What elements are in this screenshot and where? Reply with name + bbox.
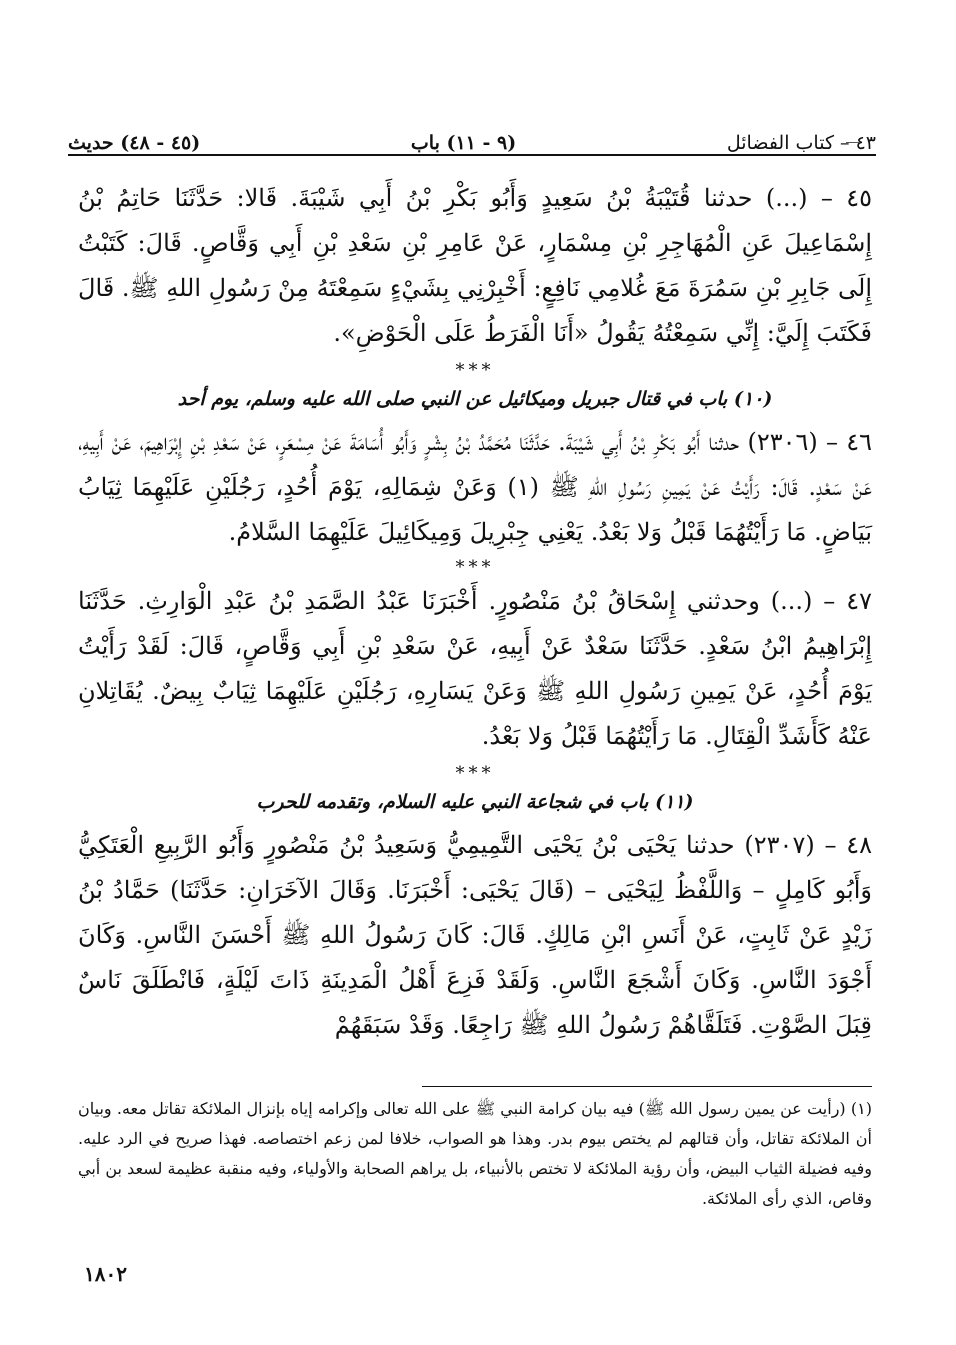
footnote: (١) (رأيت عن يمين رسول الله ﷺ) فيه بيان كرامة النبي ﷺ على الله تعالى وإكرامه إياه بإنزال الملائكة تقاتل معه. وبيان أن الملائكة تقاتل، وأن قتالهم لم يختص بيوم بدر. وهذا هو الصواب، خلافا لمن زعم اختصاصه. فهذا صريح في الرد عليه. وفيه فضيلة الثياب البيض، وأن رؤية الملائكة لا تختص بالأنبياء، بل يراهم الصحابة والأولياء، وفيه منقبة عظيمة لسعد بن أبي وقاص، الذي رأى الملائكة. (78, 1099, 873, 1208)
header-chapter-range: (٩ - ١١) باب (410, 132, 517, 154)
running-header (68, 118, 876, 154)
hadith-45: ٤٥ – (...) حدثنا قُتَيْبَةُ بْنُ سَعِيدٍ وَأَبُو بَكْرِ بْنُ أَبِي شَيْبَةَ. قَالا: حَدَّثَنَا حَاتِمُ بْنُ إِسْمَاعِيلَ عَنِ الْمُهَاجِرِ بْنِ مِسْمَارٍ، عَنْ عَامِرِ بْنِ سَعْدِ بْنِ أَبِي وَقَّاصٍ. قَالَ: كَتَبْتُ إِلَى جَابِرِ بْنِ سَمُرَةَ مَعَ غُلامِي نَافِعٍ: أَخْبِرْنِي بِشَيْءٍ سَمِعْتَهُ مِنْ رَسُولِ اللهِ ﷺ. قَالَ فَكَتَبَ إِلَيَّ: إِنِّي سَمِعْتُهُ يَقُولُ «أَنَا الْفَرَطُ عَلَى الْحَوْضِ». (78, 184, 872, 347)
header-page-title: ٤٣ – كتاب الفضائل (726, 132, 876, 154)
hadith-separator: *** (455, 557, 495, 578)
section-separator: *** (455, 763, 495, 784)
chapter-heading-11: (١١) باب في شجاعة النبي عليه السلام، وتقدمه للحرب (256, 791, 694, 813)
hadith-48: ٤٨ – (٢٣٠٧) حدثنا يَحْيَى بْنُ يَحْيَى التَّمِيمِيُّ وَسَعِيدُ بْنُ مَنْصُورٍ وَأَبُو الرَّبِيعِ الْعَتَكِيُّ وَأَبُو كَامِلٍ – وَاللَّفْظُ لِيَحْيَى – (قَالَ يَحْيَى: أَخْبَرَنَا. وَقَالَ الآخَرَانِ: حَدَّثَنَا) حَمَّادُ بْنُ زَيْدٍ عَنْ ثَابِتٍ، عَنْ أَنَسِ ابْنِ مَالِكٍ. قَالَ: كَانَ رَسُولُ اللهِ ﷺ أَحْسَنَ النَّاسِ. وَكَانَ أَجْوَدَ النَّاسِ. وَكَانَ أَشْجَعَ النَّاسِ. وَلَقَدْ فَزِعَ أَهْلُ الْمَدِينَةِ ذَاتَ لَيْلَةٍ، فَانْطَلَقَ نَاسٌ قِبَلَ الصَّوْتِ. فَتَلَقَّاهُمْ رَسُولُ اللهِ ﷺ رَاجِعًا. وَقَدْ سَبَقَهُمْ (78, 831, 873, 1039)
footnote-rule (422, 1086, 872, 1087)
corner-mark (846, 142, 860, 143)
header-rule (68, 154, 876, 156)
page-number: ١٨٠٢ (84, 1262, 127, 1286)
hadith-47: ٤٧ – (...) وحدثني إِسْحَاقُ بْنُ مَنْصُورٍ. أَخْبَرَنَا عَبْدُ الصَّمَدِ بْنُ عَبْدِ الْوَارِثِ. حَدَّثَنَا إِبْرَاهِيمُ ابْنُ سَعْدٍ. حَدَّثَنَا سَعْدٌ عَنْ أَبِيهِ، عَنْ سَعْدِ بْنِ أَبِي وَقَّاصٍ، قَالَ: لَقَدْ رَأَيْتُ يَوْمَ أُحُدٍ، عَنْ يَمِينِ رَسُولِ اللهِ ﷺ وَعَنْ يَسَارِهِ، رَجُلَيْنِ عَلَيْهِمَا ثِيَابٌ بِيضٌ. يُقَاتِلانِ عَنْهُ كَأَشَدِّ الْقِتَالِ. مَا رَأَيْتُهُمَا قَبْلُ وَلا بَعْدُ. (78, 587, 872, 750)
hadith-46: ٤٦ – (٢٣٠٦) حدثنا أَبُو بَكْرِ بْنُ أَبِي شَيْبَةَ. حَدَّثَنَا مُحَمَّدُ بْنُ بِشْرٍ وَأَبُو أُسَامَةَ عَنْ مِسْعَرٍ، عَنْ سَعْدِ بْنِ إِبْرَاهِيمَ، عَنْ أَبِيهِ، عَنْ سَعْدٍ. قَالَ: رَأَيْتُ عَنْ يَمِينِ رَسُولِ اللهِ ﷺ (١) وَعَنْ شِمَالِهِ، يَوْمَ أُحُدٍ، رَجُلَيْنِ عَلَيْهِمَا ثِيَابُ بَيَاضٍ. مَا رَأَيْتُهُمَا قَبْلُ وَلا بَعْدُ. يَعْنِي جِبْرِيلَ وَمِيكَائِيلَ عَلَيْهِمَا السَّلامُ. (78, 428, 872, 546)
chapter-heading-10: (١٠) باب في قتال جبريل وميكائيل عن النبي صلى الله عليه وسلم، يوم أحد (177, 388, 773, 410)
main-text (78, 176, 872, 1048)
header-hadith-range: (٤٥ - ٤٨) حديث (68, 132, 201, 154)
section-separator: *** (455, 360, 495, 381)
